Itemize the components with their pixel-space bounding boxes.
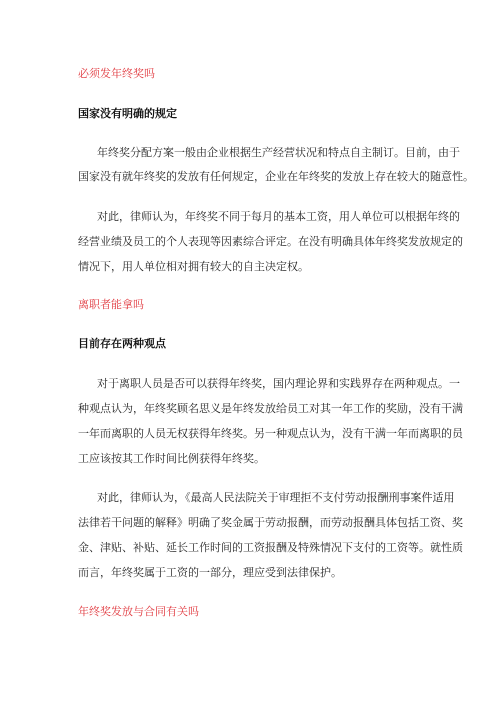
paragraph-line: 一年而离职的人员无权获得年终奖。另一种观点认为，没有干满一年而离职的员 — [78, 427, 463, 440]
paragraph-line: 对此，律师认为，年终奖不同于每月的基本工资，用人单位可以根据年终的 — [97, 210, 460, 223]
paragraph-line: 金、津贴、补贴、延长工作时间的工资报酬及特殊情况下支付的工资等。就性质 — [78, 541, 463, 554]
paragraph-line: 经营业绩及员工的个人表现等因素综合评定。在没有明确具体年终奖发放规定的 — [78, 235, 463, 248]
section-subheading-1: 国家没有明确的规定 — [78, 107, 177, 120]
paragraph-line: 年终奖分配方案一般由企业根据生产经营状况和特点自主制订。目前，由于 — [97, 146, 460, 159]
paragraph-line: 而言，年终奖属于工资的一部分，理应受到法律保护。 — [78, 566, 342, 579]
paragraph-line: 法律若干问题的解释》明确了奖金属于劳动报酬，而劳动报酬具体包括工资、奖 — [78, 516, 463, 529]
paragraph-line: 情况下，用人单位相对拥有较大的自主决定权。 — [78, 260, 309, 273]
section-heading-2: 离职者能拿吗 — [78, 298, 144, 311]
section-subheading-2: 目前存在两种观点 — [78, 337, 166, 350]
section-heading-1: 必须发年终奖吗 — [78, 67, 155, 80]
paragraph-line: 对此，律师认为，《最高人民法院关于审理拒不支付劳动报酬刑事案件适用 — [97, 491, 455, 504]
section-heading-3: 年终奖发放与合同有关吗 — [78, 605, 199, 618]
paragraph-line: 国家没有就年终奖的发放有任何规定，企业在年终奖的发放上存在较大的随意性。 — [78, 170, 474, 183]
paragraph-line: 工应该按其工作时间比例获得年终奖。 — [78, 452, 265, 465]
paragraph-line: 种观点认为，年终奖顾名思义是年终发放给员工对其一年工作的奖励，没有干满 — [78, 402, 463, 415]
paragraph-line: 对于离职人员是否可以获得年终奖，国内理论界和实践界存在两种观点。一 — [97, 377, 460, 390]
